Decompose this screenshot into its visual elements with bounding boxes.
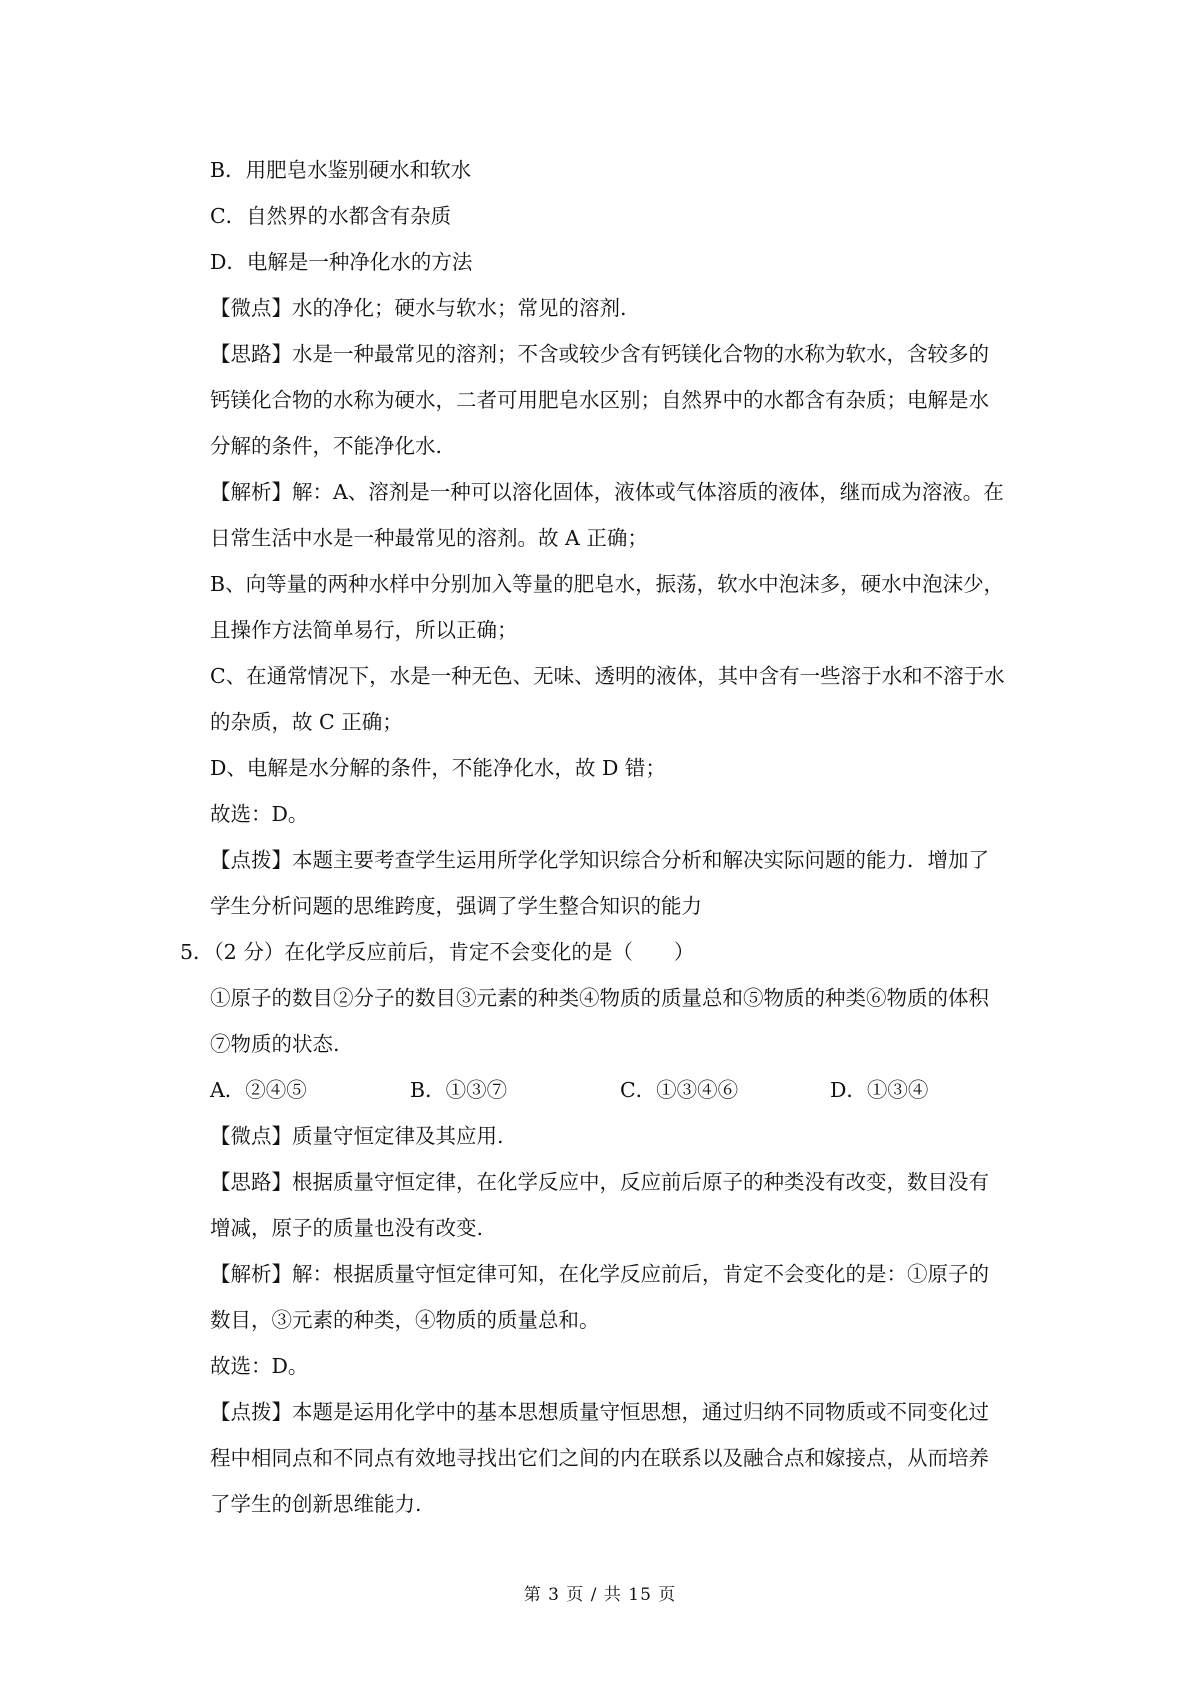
q4-jiexi-line: 的杂质，故 C 正确；	[210, 710, 403, 734]
q4-jiexi-line: 【解析】解：A、溶剂是一种可以溶化固体，液体或气体溶质的液体，继而成为溶液。在	[210, 480, 1004, 504]
q5-items-line: ①原子的数目②分子的数目③元素的种类④物质的质量总和⑤物质的种类⑥物质的体积	[210, 986, 989, 1010]
q4-option-c: C．自然界的水都含有杂质	[210, 204, 452, 228]
q5-answer: 故选：D。	[210, 1354, 309, 1378]
q5-silu-line: 增减，原子的质量也没有改变.	[210, 1216, 484, 1240]
q5-dianbo-line: 程中相同点和不同点有效地寻找出它们之间的内在联系以及融合点和嫁接点，从而培养	[210, 1446, 989, 1470]
q4-jiexi-line: 且操作方法简单易行，所以正确；	[210, 618, 518, 642]
q4-dianbo-line: 【点拨】本题主要考查学生运用所学化学知识综合分析和解决实际问题的能力．增加了	[210, 848, 989, 872]
q4-jiexi-line: D、电解是水分解的条件，不能净化水，故 D 错；	[210, 756, 666, 780]
q5-stem: 5．（2 分）在化学反应前后，肯定不会变化的是（ ）	[180, 940, 695, 964]
q4-jiexi-line: C、在通常情况下，水是一种无色、无味、透明的液体，其中含有一些溶于水和不溶于水	[210, 664, 1005, 688]
q5-option-c: C．①③④⑥	[620, 1078, 739, 1102]
q5-items-line: ⑦物质的状态.	[210, 1032, 340, 1056]
q5-option-b: B．①③⑦	[410, 1078, 508, 1102]
q4-silu-line: 钙镁化合物的水称为硬水，二者可用肥皂水区别；自然界中的水都含有杂质；电解是水	[210, 388, 989, 412]
q4-weidian: 【微点】水的净化；硬水与软水；常见的溶剂.	[210, 296, 627, 320]
q4-silu-line: 分解的条件，不能净化水.	[210, 434, 443, 458]
q5-option-d: D．①③④	[830, 1078, 929, 1102]
q4-answer: 故选：D。	[210, 802, 309, 826]
q4-dianbo-line: 学生分析问题的思维跨度，强调了学生整合知识的能力	[210, 894, 702, 918]
q5-jiexi-line: 数目，③元素的种类，④物质的质量总和。	[210, 1308, 600, 1332]
q5-dianbo-line: 【点拨】本题是运用化学中的基本思想质量守恒思想，通过归纳不同物质或不同变化过	[210, 1400, 989, 1424]
q4-jiexi-line: B、向等量的两种水样中分别加入等量的肥皂水，振荡，软水中泡沫多，硬水中泡沫少，	[210, 572, 1005, 596]
q5-jiexi-line: 【解析】解：根据质量守恒定律可知，在化学反应前后，肯定不会变化的是：①原子的	[210, 1262, 989, 1286]
q5-weidian: 【微点】质量守恒定律及其应用.	[210, 1124, 504, 1148]
q4-option-d: D．电解是一种净化水的方法	[210, 250, 473, 274]
q5-silu-line: 【思路】根据质量守恒定律，在化学反应中，反应前后原子的种类没有改变，数目没有	[210, 1170, 989, 1194]
q5-dianbo-line: 了学生的创新思维能力.	[210, 1492, 422, 1516]
page-footer: 第 3 页 / 共 15 页	[523, 1585, 677, 1605]
q5-option-a: A．②④⑤	[210, 1078, 307, 1102]
q4-jiexi-line: 日常生活中水是一种最常见的溶剂。故 A 正确；	[210, 526, 648, 550]
q4-option-b: B．用肥皂水鉴别硬水和软水	[210, 158, 472, 182]
q4-silu-line: 【思路】水是一种最常见的溶剂；不含或较少含有钙镁化合物的水称为软水，含较多的	[210, 342, 989, 366]
